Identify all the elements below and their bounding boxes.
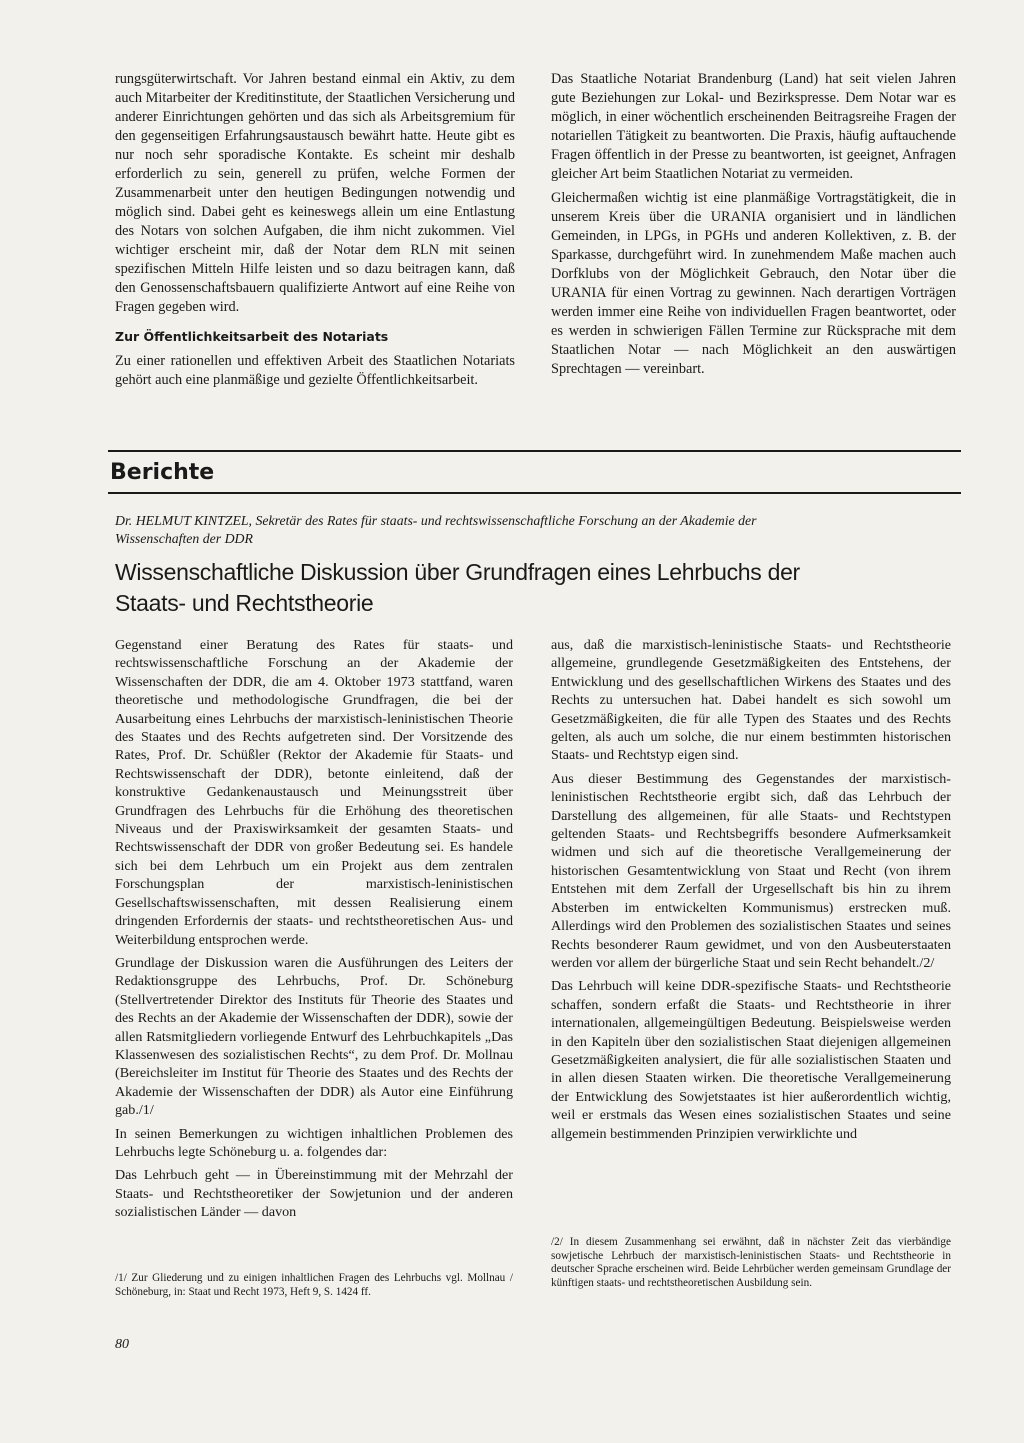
paragraph: Das Staatliche Notariat Brandenburg (Land) hat seit vielen Jahren gute Beziehungen zur Lokal- und Bezirkspresse. Dem Notar war es möglich, in einer wöchentlich erscheinenden Beitragsreihe Fragen der notariellen Tätigkeit zu beantworten. Die Praxis, häufig auftauchende Fragen öffentlich in der Presse zu beantworten, ist geeignet, Anfragen gleicher Art beim Staatlichen Notariat zu vermeiden.	[551, 71, 956, 182]
paragraph: Gleichermaßen wichtig ist eine planmäßige Vortragstätigkeit, die in unserem Kreis über die URANIA organisiert und in ländlichen Gemeinden, in LPGs, in PGHs und anderen Kollektiven, z. B. der Sparkasse, durchgeführt wird. In zunehmendem Maße machen auch Dorfklubs von der Möglichkeit Gebrauch, den Notar über die URANIA für einen Vortrag zu gewinnen. Nach derartigen Vorträgen werden immer eine Reihe von individuellen Fragen beantwortet, oder es werden in schwierigen Fällen Termine zur Rücksprache mit dem Staatlichen Notar — nach Möglichkeit an den auswärtigen Sprechtagen — vereinbart.	[551, 190, 956, 377]
paragraph: Grundlage der Diskussion waren die Ausführungen des Leiters der Redaktionsgruppe des Lehrbuchs, Prof. Dr. Schöneburg (Stellvertretender Direktor des Instituts für Theorie des Staates und des Rechts an der Akademie der Wissenschaften der DDR), sowie der allen Ratsmitgliedern vorliegende Entwurf des Lehrbuchkapitels „Das Klassenwesen des sozialistischen Rechts“, zu dem Prof. Dr. Mollnau (Bereichsleiter im Institut für Theorie des Staates und des Rechts der Akademie der Wissenschaften der DDR) als Autor eine Einführung gab./1/	[115, 954, 513, 1119]
section-title: Berichte	[110, 460, 215, 485]
author-byline: Dr. HELMUT KINTZEL, Sekretär des Rates für staats- und rechtswissenschaftliche Forschung an der Akademie der Wissenschaften der DDR	[115, 513, 757, 546]
footnote-2: /2/ In diesem Zusammenhang sei erwähnt, daß in nächster Zeit das vierbändige sowjetische Lehrbuch der marxistisch-leninistischen Staats- und Rechtstheorie in deutscher Sprache erscheinen wird. Beide Lehrbücher werden gemeinsam Grundlage der künftigen staats- und rechtstheoretischen Ausbildung sein.	[551, 1236, 951, 1289]
paragraph: Aus dieser Bestimmung des Gegenstandes der marxistisch-leninistischen Rechtstheorie ergibt sich, daß das Lehrbuch der Darstellung des allgemeinen, für alle Staats- und Rechtstypen geltenden Staats- und Rechtsbegriffs besondere Aufmerksamkeit widmen und sich auf die theoretische Verallgemeinerung der historischen Gesamtentwicklung von Staat und Recht (von ihrem Entstehen mit dem Zerfall der Urgesellschaft bis hin zu ihrem Absterben im entwickelten Kommunismus) erstrecken muß. Allerdings wird den Problemen des sozialistischen Staates und seines Rechts besonderer Raum gewidmet, und von den Ausbeuterstaaten werden vor allem der bürgerliche Staat und sein Recht behandelt./2/	[551, 770, 951, 971]
paragraph: Das Lehrbuch geht — in Übereinstimmung mit der Mehrzahl der Staats- und Rechtstheoretiker der Sowjetunion und der anderen sozialistischen Länder — davon	[115, 1167, 513, 1221]
article-left-column	[115, 636, 513, 1227]
section-rule-bottom	[108, 492, 961, 494]
footnote-1: /1/ Zur Gliederung und zu einigen inhaltlichen Fragen des Lehrbuchs vgl. Mollnau / Schöneburg, in: Staat und Recht 1973, Heft 9, S. 1424 ff.	[115, 1272, 513, 1298]
paragraph: In seinen Bemerkungen zu wichtigen inhaltlichen Problemen des Lehrbuchs legte Schöneburg u. a. folgendes dar:	[115, 1125, 513, 1160]
article-right-column	[551, 636, 951, 1148]
article-headline: Wissenschaftliche Diskussion über Grundfragen eines Lehrbuchs der Staats- und Rechtstheorie	[115, 559, 800, 616]
top-right-column	[551, 70, 956, 384]
section-rule-top	[108, 450, 961, 452]
top-left-column	[115, 70, 515, 395]
paragraph: Gegenstand einer Beratung des Rates für staats- und rechtswissenschaftliche Forschung an der Akademie der Wissenschaften der DDR, die am 4. Oktober 1973 stattfand, waren theoretische und methodologische Grundfragen, die bei der Ausarbeitung eines Lehrbuchs der marxistisch-leninistischen Theorie des Staates und des Rechts aufgetreten sind. Der Vorsitzende des Rates, Prof. Dr. Schüßler (Rektor der Akademie für Staats- und Rechtswissenschaft der DDR), betonte einleitend, daß der konstruktive Gedankenaustausch und Meinungsstreit über Grundfragen des Lehrbuchs für die Erhöhung des theoretischen Niveaus und der Praxiswirksamkeit der gesamten Staats- und Rechtswissenschaft der DDR von großer Bedeutung sei. Es handele sich bei dem Lehrbuch um ein Projekt aus dem zentralen Forschungsplan der marxistisch-leninistischen Gesellschaftswissenschaften, mit dessen Realisierung einem dringenden Erfordernis der staats- und rechtstheoretischen Aus- und Weiterbildung entsprochen werde.	[115, 637, 513, 948]
page-number: 80	[115, 1337, 129, 1352]
paragraph: aus, daß die marxistisch-leninistische Staats- und Rechtstheorie allgemeine, grundlegende Gesetzmäßigkeiten des Entstehens, der Entwicklung und des gesellschaftlichen Wirkens des Staates und des Rechts zu untersuchen hat. Dabei handelt es sich sowohl um Gesetzmäßigkeiten, die für alle Typen des Staates und des Rechts gelten, als auch um solche, die nur einem bestimmten historischen Staats- und Rechtstyp eigen sind.	[551, 637, 951, 764]
paragraph: Zu einer rationellen und effektiven Arbeit des Staatlichen Notariats gehört auch eine planmäßige und gezielte Öffentlichkeitsarbeit.	[115, 353, 515, 388]
paragraph: rungsgüterwirtschaft. Vor Jahren bestand einmal ein Aktiv, zu dem auch Mitarbeiter der Kreditinstitute, der Staatlichen Versicherung und anderer Einrichtungen gehörten und das sich als Arbeitsgremium für den gegenseitigen Erfahrungsaustausch bewährt hatte. Heute gibt es nur noch sehr sporadische Kontakte. Es scheint mir deshalb erforderlich zu sein, generell zu prüfen, welche Formen der Zusammenarbeit unter den heutigen Bedingungen notwendig und möglich sind. Dabei geht es keineswegs allein um eine Entlastung des Notars von solchen Aufgaben, die ihm nicht zukommen. Viel wichtiger erscheint mir, daß der Notar dem RLN mit seinen spezifischen Mitteln Hilfe leisten und so dazu beitragen kann, daß den Genossenschaftsbauern qualifizierte Antwort auf eine Reihe von Fragen gegeben wird.	[115, 71, 515, 315]
section-subheading: Zur Öffentlichkeitsarbeit des Notariats	[115, 329, 389, 344]
paragraph: Das Lehrbuch will keine DDR-spezifische Staats- und Rechtstheorie schaffen, sondern erfaßt die Staats- und Rechtstheorie in ihrer internationalen, allgemeingültigen Bedeutung. Beispielsweise werden in den Kapiteln über den sozialistischen Staat diejenigen allgemeinen Gesetzmäßigkeiten analysiert, die für alle sozialistischen Staaten und in allen diesen Staaten wirken. Die theoretische Verallgemeinerung der Entwicklung des Sowjetstaates ist hier außerordentlich wichtig, weil er erstmals das Wesen eines sozialistischen Staates und seine allgemein bestimmenden Prinzipien verwirklichte und	[551, 978, 951, 1142]
